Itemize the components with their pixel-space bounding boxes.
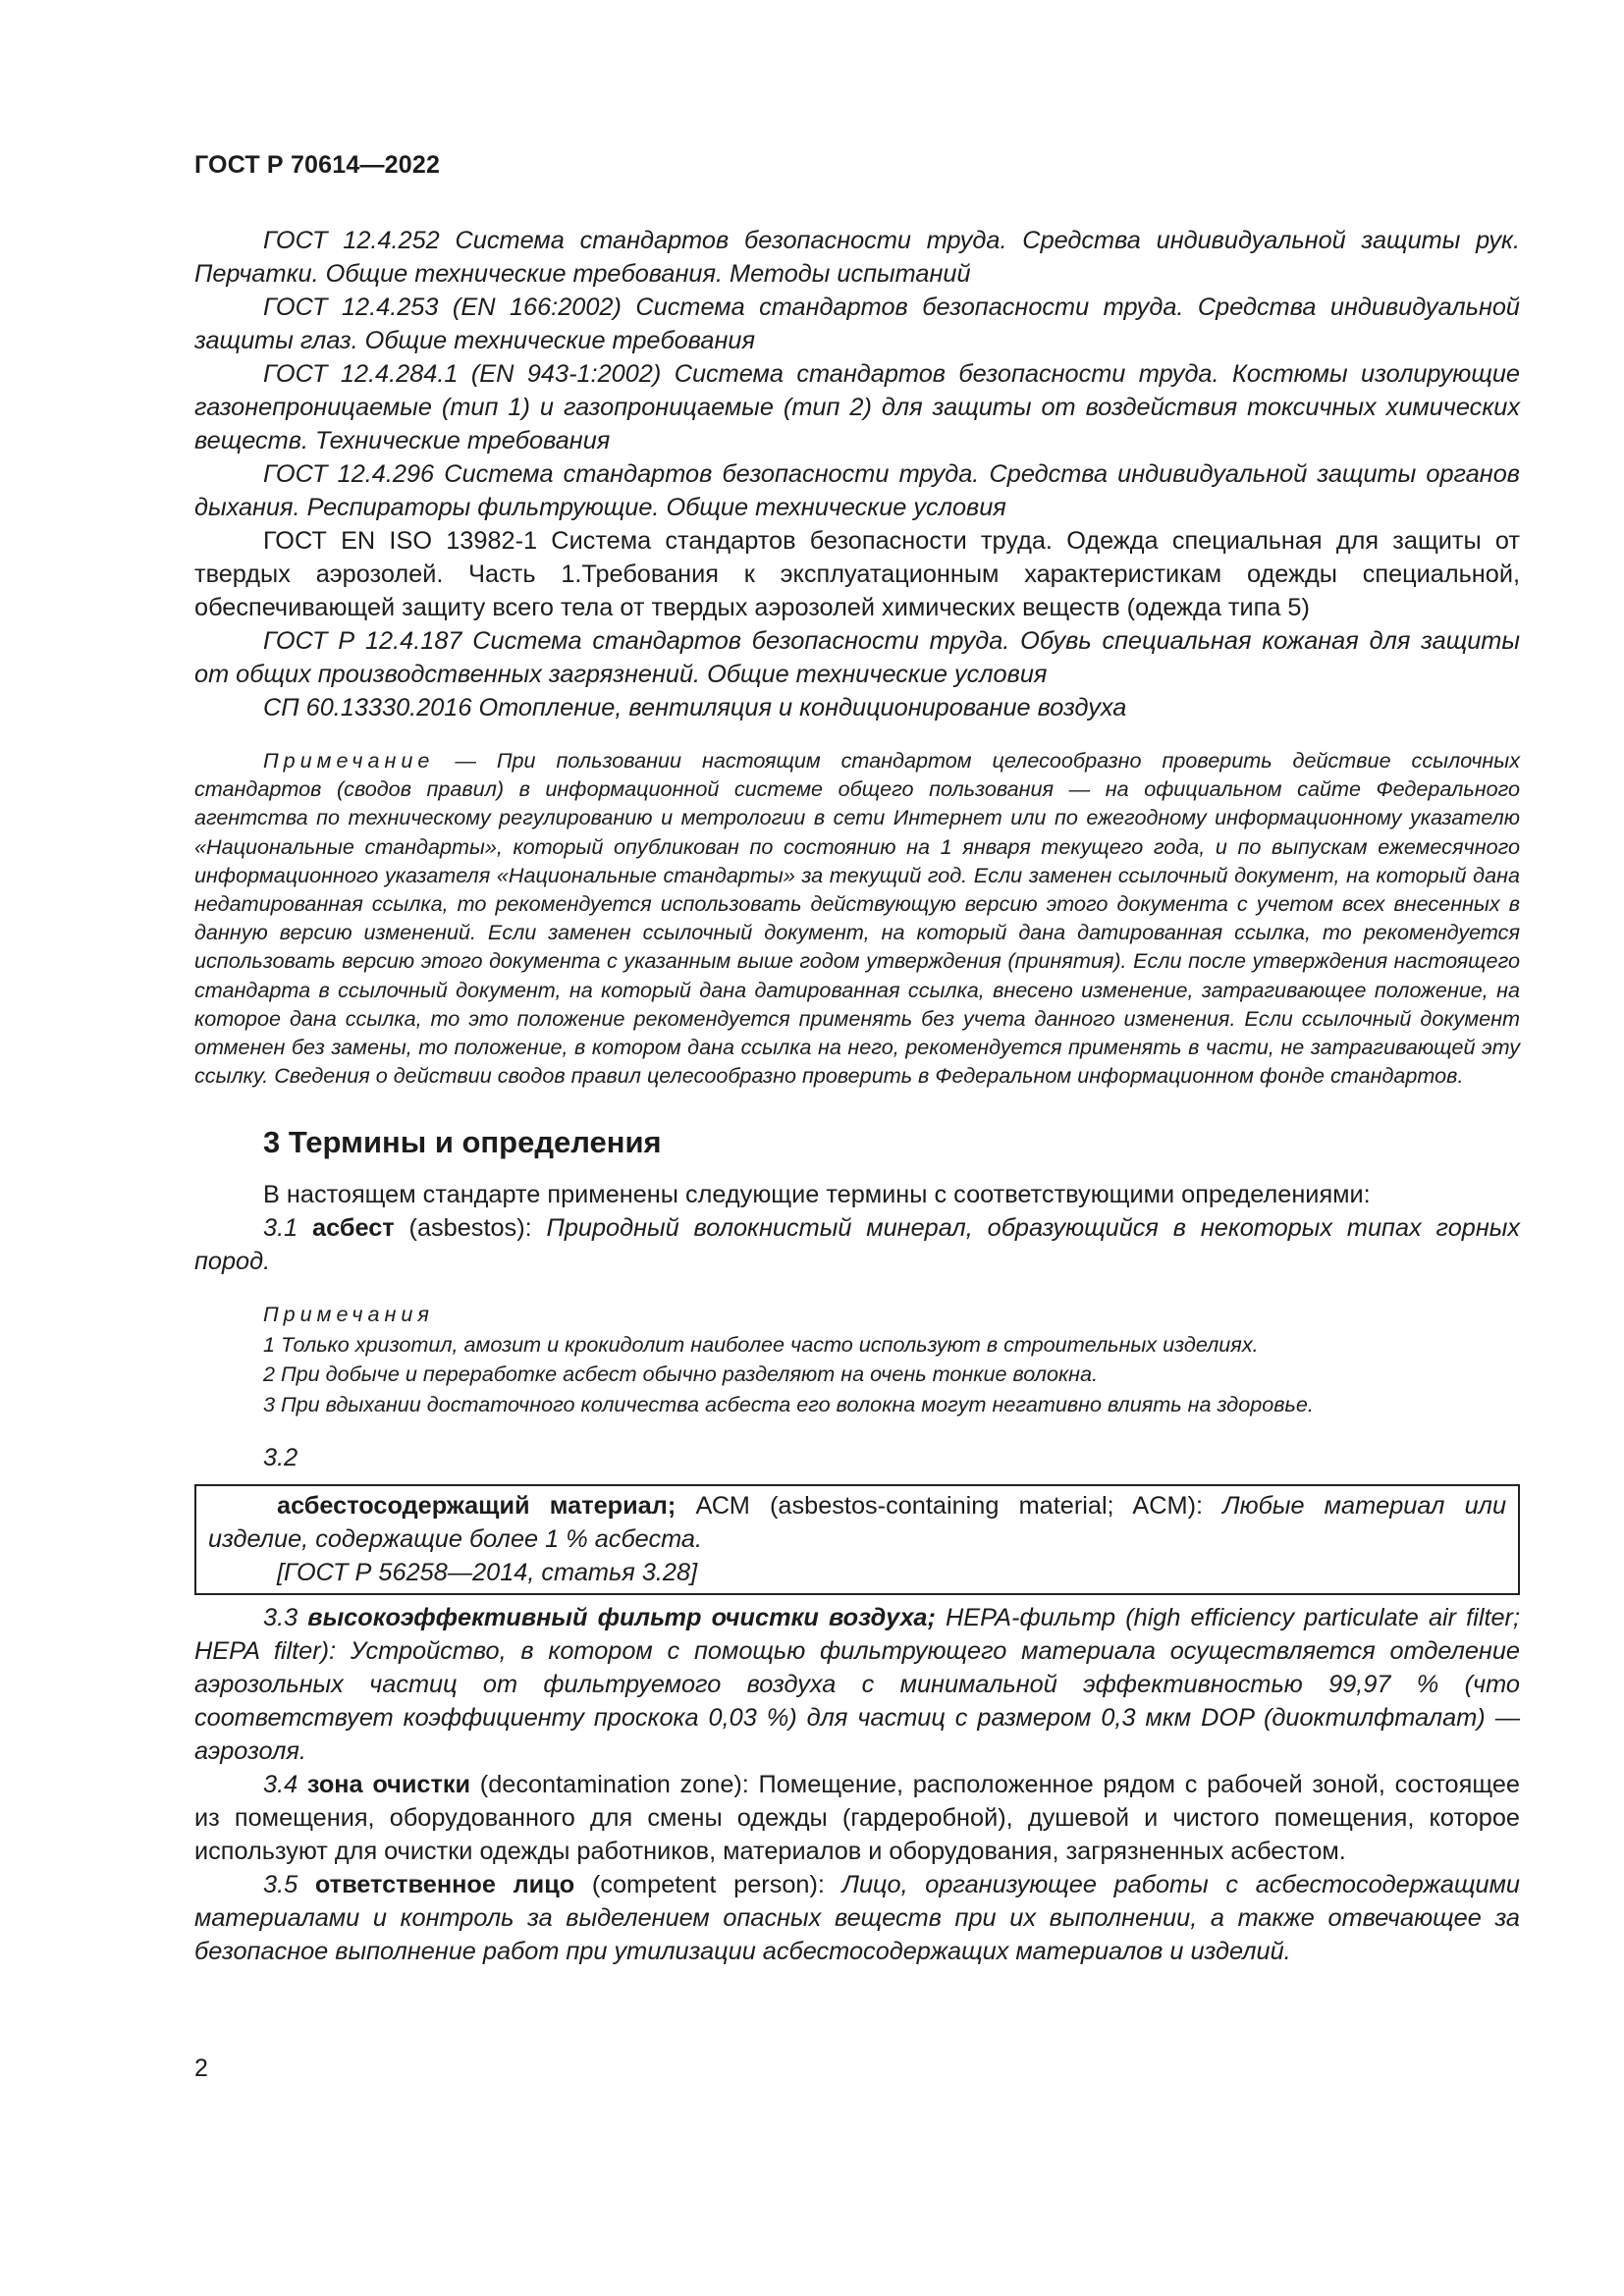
- reference-item: ГОСТ 12.4.253 (EN 166:2002) Система стандартов безопасности труда. Средства индивидуальной защиты глаз. Общие технические требования: [194, 294, 1520, 354]
- note-text: — При пользовании настоящим стандартом целесообразно проверить действие ссылочных стандартов (сводов правил) в информационной системе общего пользования — на официальном сайте Федерального агентства по техническому регулированию и метрологии в сети Интернет или по ежегодному информационному указателю «Национальные стандарты», который опубликован по состоянию на 1 января текущего года, и по выпускам ежемесячного информационного указателя «Национальные стандарты» за текущий год. Если заменен ссылочный документ, на который дана недатированная ссылка, то рекомендуется использовать действующую версию этого документа с учетом всех внесенных в данную версию изменений. Если заменен ссылочный документ, на который дана датированная ссылка, то рекомендуется использовать версию этого документа с указанным выше годом утверждения (принятия). Если после утверждения настоящего стандарта в ссылочный документ, на который дана датированная ссылка, внесено изменение, затрагивающее положение, на которое дана ссылка, то это положение рекомендуется применять без учета данного изменения. Если ссылочный документ отменен без замены, то положение, в котором дана ссылка на него, рекомендуется применять в части, не затрагивающей эту ссылку. Сведения о действии сводов правил целесообразно проверить в Федеральном информационном фонде стандартов.: [194, 748, 1520, 1089]
- document-body: [194, 224, 1520, 1968]
- term-definition: HEPA-фильтр (high efficiency particulate air filter; HEPA filter): Устройство, в котором с помощью фильтрующего материала осуществляется отделение аэрозольных частиц от фильтруемого воздуха с минимальной эффективностью 99,97 % (что соответствует коэффициенту проскока 0,03 %) для частиц с размером 0,3 мкм DOP (диоктилфталат) — аэрозоля.: [194, 1604, 1521, 1766]
- term-definition: Любые материал или изделие, содержащие более 1 % асбеста.: [208, 1492, 1507, 1554]
- term-name: высокоэффективный фильтр очистки воздуха;: [307, 1604, 936, 1632]
- term-3-3: [194, 1601, 1520, 1768]
- term-3-4: [194, 1768, 1520, 1868]
- term-3-1-notes: [194, 1300, 1520, 1419]
- note-item: 3 При вдыхании достаточного количества асбеста его волокна могут негативно влиять на здоровье.: [263, 1391, 1314, 1416]
- term-3-5: [194, 1868, 1520, 1968]
- term-english: (competent person):: [591, 1871, 825, 1899]
- term-3-2-number: 3.2: [263, 1444, 298, 1472]
- term-english: (asbestos):: [408, 1214, 532, 1243]
- term-3-2-box: [194, 1484, 1520, 1595]
- term-number: 3.3: [263, 1604, 298, 1632]
- term-name: ответственное лицо: [314, 1871, 575, 1899]
- term-number: 3.1: [263, 1214, 298, 1243]
- references-note: [194, 746, 1520, 1090]
- term-abbr: АСМ (asbestos-containing material; ACM):: [695, 1492, 1204, 1521]
- reference-item: ГОСТ 12.4.252 Система стандартов безопасности труда. Средства индивидуальной защиты рук. Перчатки. Общие технические требования. Методы испытаний: [194, 227, 1520, 288]
- term-definition: Лицо, организующее работы с асбестосодержащими материалами и контроль за выделением опасных веществ при их выполнении, а также отвечающее за безопасное выполнение работ при утилизации асбестосодержащих материалов и изделий.: [194, 1871, 1521, 1966]
- term-name: асбест: [312, 1214, 395, 1243]
- term-source: [ГОСТ Р 56258—2014, статья 3.28]: [277, 1559, 698, 1587]
- term-3-1: [194, 1211, 1520, 1278]
- term-3-2: [208, 1489, 1506, 1556]
- note-label: Примечание: [263, 748, 435, 773]
- section-3-intro: В настоящем стандарте применены следующие термины с соответствующими определениями:: [263, 1181, 1371, 1209]
- section-3-title: 3 Термины и определения: [263, 1125, 662, 1160]
- term-name: зона очистки: [306, 1771, 471, 1799]
- reference-item: СП 60.13330.2016 Отопление, вентиляция и кондиционирование воздуха: [263, 694, 1127, 721]
- document-header: ГОСТ Р 70614—2022: [194, 151, 441, 179]
- reference-item: ГОСТ 12.4.296 Система стандартов безопасности труда. Средства индивидуальной защиты органов дыхания. Респираторы фильтрующие. Общие технические условия: [194, 460, 1520, 521]
- term-number: 3.5: [263, 1871, 298, 1899]
- note-item: 1 Только хризотил, амозит и крокидолит наиболее часто используют в строительных изделиях.: [263, 1331, 1259, 1357]
- term-english: (decontamination zone):: [479, 1771, 749, 1799]
- term-definition: Природный волокнистый минерал, образующийся в некоторых типах горных пород.: [194, 1214, 1521, 1276]
- page-number: 2: [194, 2055, 208, 2082]
- reference-item: ГОСТ EN ISO 13982-1 Система стандартов безопасности труда. Одежда специальная для защиты от твердых аэрозолей. Часть 1.Требования к эксплуатационным характеристикам одежды специальной, обеспечивающей защиту всего тела от твердых аэрозолей химических веществ (одежда типа 5): [194, 527, 1520, 621]
- references-list: [194, 224, 1520, 724]
- reference-item: ГОСТ Р 12.4.187 Система стандартов безопасности труда. Обувь специальная кожаная для защиты от общих производственных загрязнений. Общие технические условия: [194, 627, 1520, 688]
- notes-label: Примечания: [263, 1302, 434, 1327]
- term-definition: Помещение, расположенное рядом с рабочей зоной, состоящее из помещения, оборудованного для смены одежды (гардеробной), душевой и чистого помещения, которое используют для очистки одежды работников, материалов и оборудования, загрязненных асбестом.: [194, 1771, 1520, 1866]
- reference-item: ГОСТ 12.4.284.1 (EN 943-1:2002) Система стандартов безопасности труда. Костюмы изолирующие газонепроницаемые (тип 1) и газопроницаемые (тип 2) для защиты от воздействия токсичных химических веществ. Технические требования: [194, 360, 1520, 454]
- term-name: асбестосодержащий материал;: [277, 1492, 677, 1521]
- note-item: 2 При добыче и переработке асбест обычно разделяют на очень тонкие волокна.: [263, 1362, 1099, 1387]
- term-number: 3.4: [263, 1771, 298, 1799]
